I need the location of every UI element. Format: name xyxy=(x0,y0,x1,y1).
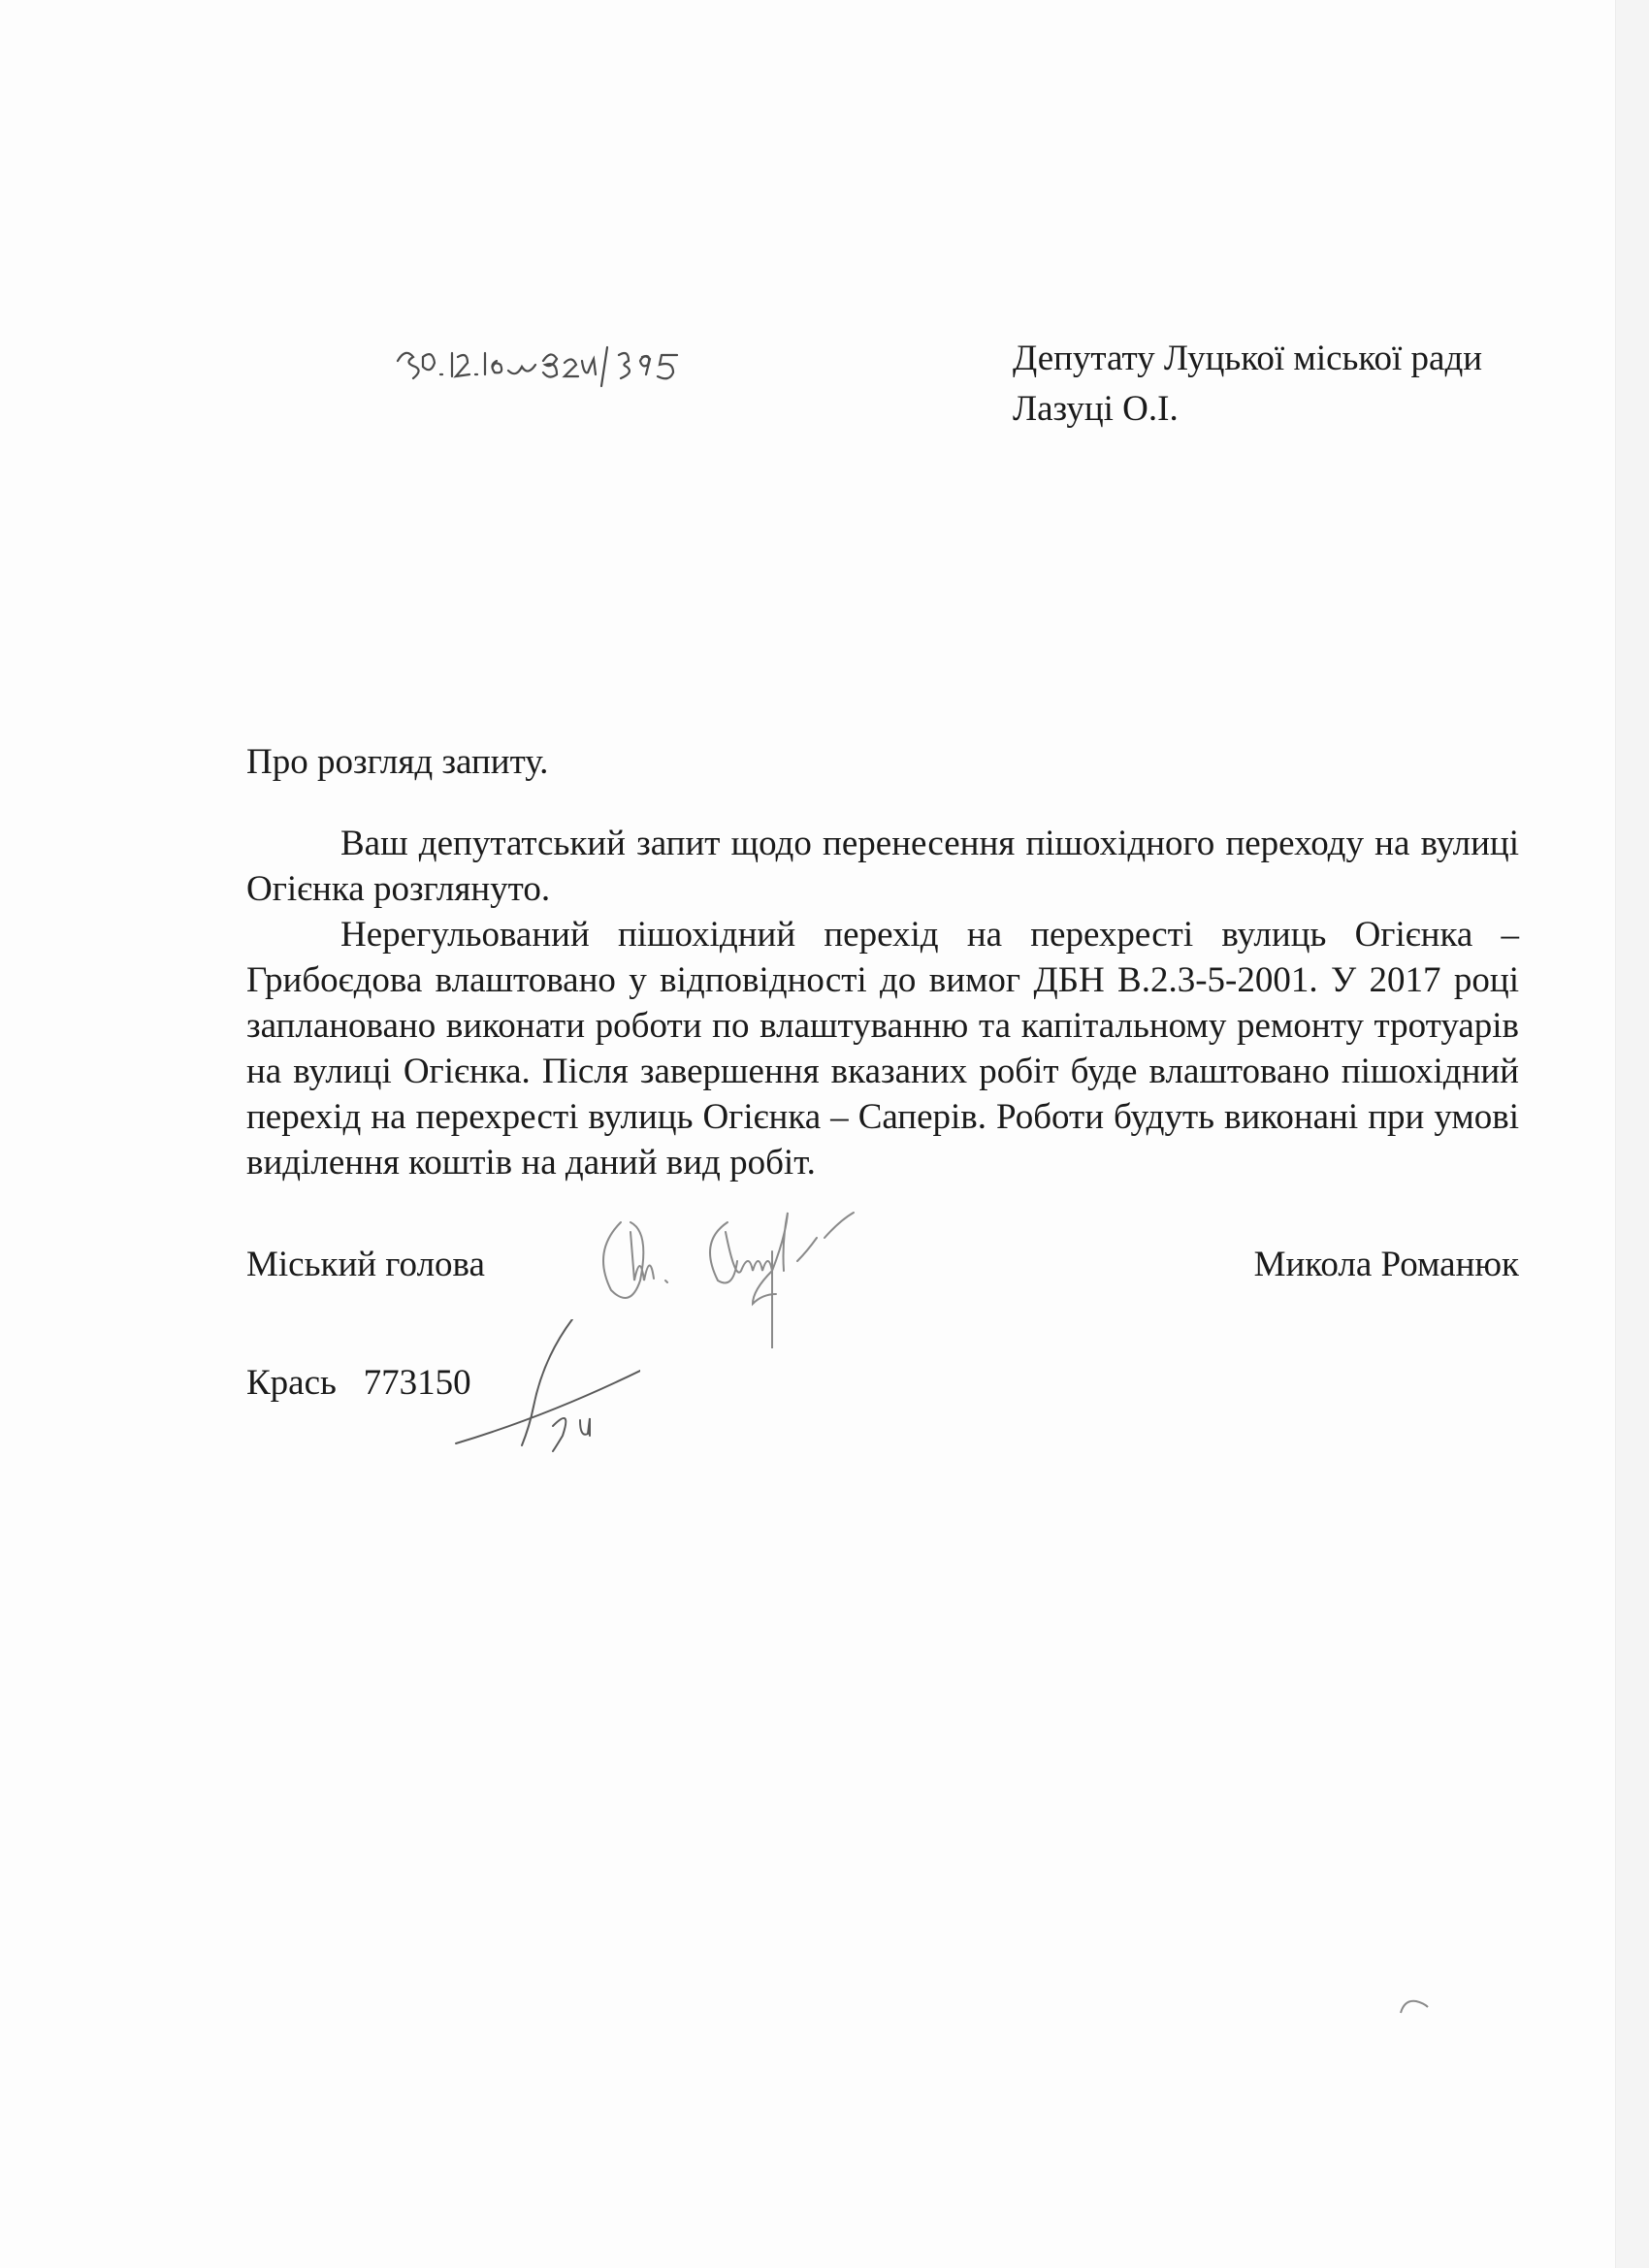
scan-edge xyxy=(1615,0,1649,2268)
letter-subject: Про розгляд запиту. xyxy=(246,742,549,782)
body-paragraph: Нерегульований пішохідний перехід на перехресті вулиць Огієнка – Грибоєдова влаштовано у відповідності до вимог ДБН В.2.3-5-2001. У 2017 році заплановано виконати роботи по влаштуванню та капітальному ремонту тротуарів на вулиці Огієнка. Після завершення вказаних робіт буде влаштовано пішохідний перехід на перехресті вулиць Огієнка – Саперів. Роботи будуть виконані при умові виділення коштів на даний вид робіт. xyxy=(246,915,1519,1183)
recipient-line-2: Лазуці О.І. xyxy=(1013,389,1179,429)
letter-body xyxy=(246,821,1519,1185)
stray-mark xyxy=(1397,1993,1455,2032)
executor-info: Крась 773150 xyxy=(246,1363,471,1403)
recipient-block xyxy=(1013,334,1482,435)
handwritten-initials xyxy=(446,1319,640,1455)
handwritten-registration-number xyxy=(388,332,757,390)
handwritten-signature xyxy=(582,1203,1125,1348)
signatory-name: Микола Романюк xyxy=(1253,1245,1519,1284)
signatory-title: Міський голова xyxy=(246,1245,485,1284)
recipient-line-1: Депутату Луцької міської ради xyxy=(1013,339,1483,378)
body-paragraph: Ваш депутатський запит щодо перенесення пішохідного переходу на вулиці Огієнка розглянуто. xyxy=(246,824,1519,909)
